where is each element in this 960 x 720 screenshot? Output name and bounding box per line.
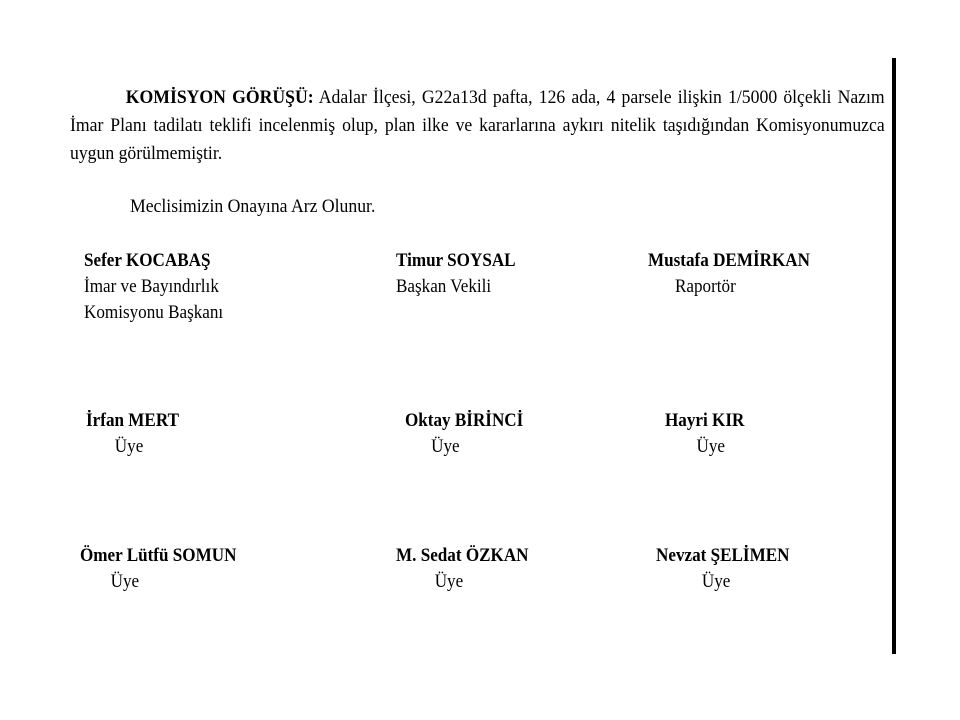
- signatory-block: [396, 543, 529, 595]
- commission-opinion-heading: KOMİSYON GÖRÜŞÜ:: [125, 87, 314, 108]
- signatory-role: Üye: [701, 571, 731, 592]
- signatory-block: [665, 408, 744, 460]
- signatory-role: Komisyonu Başkanı: [84, 302, 224, 323]
- signatory-name: Nevzat ŞELİMEN: [656, 545, 790, 566]
- signatory-role: Üye: [114, 436, 144, 457]
- commission-opinion-text: Adalar İlçesi, G22a13d pafta, 126 ada, 4 parsele ilişkin 1/5000 ölçekli Nazım İmar Planı tadilatı teklifi incelenmiş olup, plan ilke ve kararlarına aykırı nitelik taşıdığından Komisyonumuzca uygun görülmemiştir.: [70, 87, 885, 164]
- signatory-name: Ömer Lütfü SOMUN: [80, 545, 237, 566]
- signatory-block: [396, 248, 516, 300]
- signatory-block: [84, 248, 223, 326]
- signatory-block: [405, 408, 523, 460]
- signatory-role: İmar ve Bayındırlık: [84, 276, 219, 297]
- submission-line: Meclisimizin Onayına Arz Olunur.: [130, 196, 376, 217]
- signatory-role: Başkan Vekili: [396, 276, 492, 297]
- signatory-role: Raportör: [675, 276, 736, 297]
- signatory-role: Üye: [110, 571, 140, 592]
- signatory-role: Üye: [434, 571, 464, 592]
- signatory-role: Üye: [431, 436, 460, 457]
- signatory-block: [656, 543, 789, 595]
- signatory-block: [648, 248, 810, 300]
- signatory-name: Mustafa DEMİRKAN: [648, 250, 810, 271]
- signatory-name: Timur SOYSAL: [396, 250, 516, 271]
- signatory-name: M. Sedat ÖZKAN: [396, 545, 529, 566]
- signatory-name: Hayri KIR: [665, 410, 745, 431]
- signatory-name: Oktay BİRİNCİ: [405, 410, 524, 431]
- signatory-block: [80, 543, 236, 595]
- signatory-name: Sefer KOCABAŞ: [84, 250, 211, 271]
- signatory-name: İrfan MERT: [86, 410, 179, 431]
- signatory-role: Üye: [696, 436, 725, 457]
- commission-opinion-paragraph: [70, 84, 885, 168]
- signatory-block: [86, 408, 179, 460]
- right-margin-rule: [892, 58, 896, 654]
